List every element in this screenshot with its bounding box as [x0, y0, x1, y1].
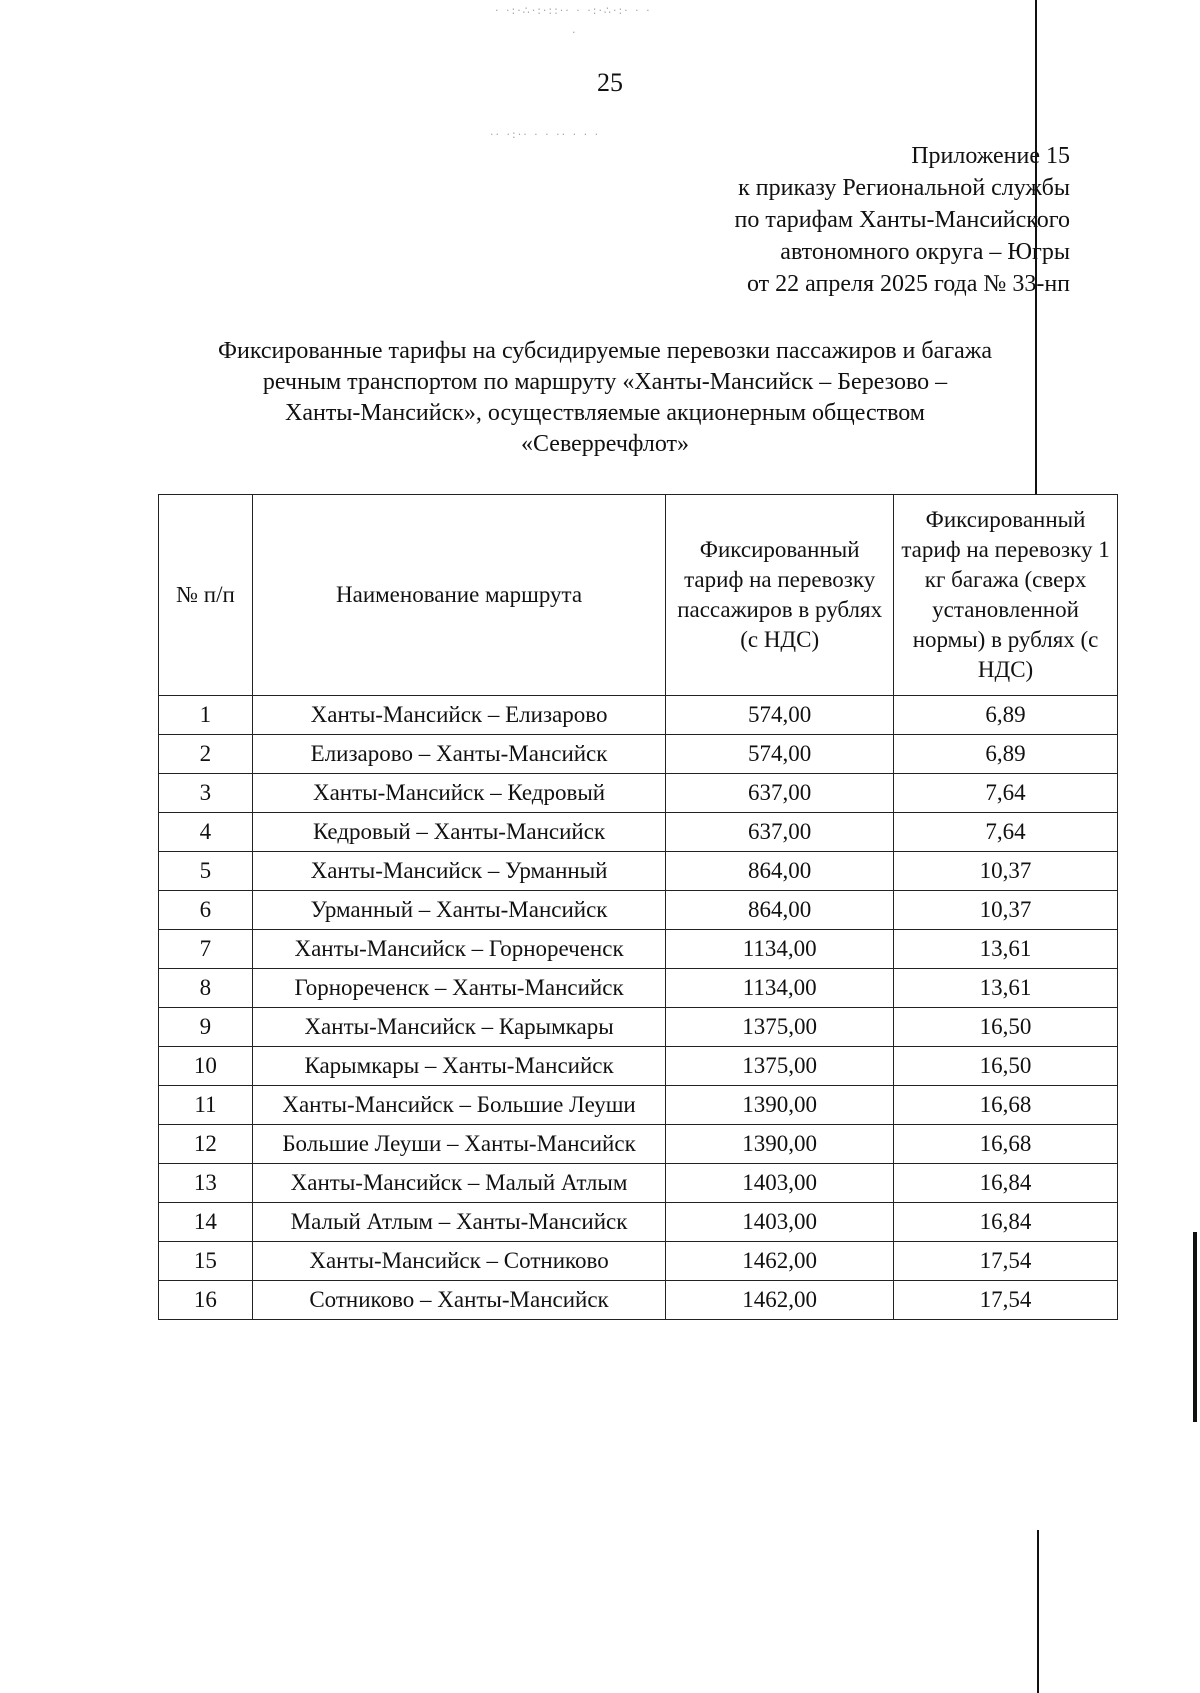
cell-number: 4	[159, 813, 253, 852]
appendix-line: автономного округа – Югры	[780, 239, 1070, 265]
table-row	[159, 813, 1118, 852]
cell-baggage-tariff: 16,68	[894, 1125, 1118, 1164]
cell-route: Ханты-Мансийск – Кедровый	[252, 774, 665, 813]
scan-artifact: · ·:·∴·:·::·· · ·:·∴·:· · ·	[495, 4, 652, 17]
cell-passenger-tariff: 1375,00	[666, 1008, 894, 1047]
cell-route: Кедровый – Ханты-Мансийск	[252, 813, 665, 852]
appendix-line: от 22 апреля 2025 года № 33-нп	[746, 271, 1070, 297]
cell-number: 2	[159, 735, 253, 774]
scan-artifact: ·· ·:·· · · ·· · · ·	[490, 128, 601, 141]
cell-number: 15	[159, 1242, 253, 1281]
cell-passenger-tariff: 1390,00	[666, 1086, 894, 1125]
cell-passenger-tariff: 1375,00	[666, 1047, 894, 1086]
cell-route: Ханты-Мансийск – Большие Леуши	[252, 1086, 665, 1125]
cell-number: 5	[159, 852, 253, 891]
cell-baggage-tariff: 16,68	[894, 1086, 1118, 1125]
cell-baggage-tariff: 17,54	[894, 1281, 1118, 1320]
table-row	[159, 852, 1118, 891]
cell-route: Ханты-Мансийск – Елизарово	[252, 696, 665, 735]
cell-passenger-tariff: 1403,00	[666, 1203, 894, 1242]
cell-route: Елизарово – Ханты-Мансийск	[252, 735, 665, 774]
cell-passenger-tariff: 1462,00	[666, 1281, 894, 1320]
cell-passenger-tariff: 1134,00	[666, 930, 894, 969]
cell-number: 13	[159, 1164, 253, 1203]
cell-baggage-tariff: 13,61	[894, 969, 1118, 1008]
header-passenger-tariff: Фиксированный тариф на перевозку пассажиров в рублях (с НДС)	[666, 495, 894, 696]
appendix-line: к приказу Региональной службы	[738, 175, 1070, 201]
cell-passenger-tariff: 1403,00	[666, 1164, 894, 1203]
cell-route: Горнореченск – Ханты-Мансийск	[252, 969, 665, 1008]
cell-number: 10	[159, 1047, 253, 1086]
appendix-line: по тарифам Ханты-Мансийского	[734, 207, 1070, 233]
cell-route: Ханты-Мансийск – Урманный	[252, 852, 665, 891]
appendix-line: Приложение 15	[911, 143, 1070, 169]
cell-baggage-tariff: 6,89	[894, 735, 1118, 774]
table-row	[159, 1047, 1118, 1086]
cell-baggage-tariff: 10,37	[894, 891, 1118, 930]
header-route: Наименование маршрута	[252, 495, 665, 696]
cell-baggage-tariff: 10,37	[894, 852, 1118, 891]
cell-route: Ханты-Мансийск – Сотниково	[252, 1242, 665, 1281]
title-line: Ханты-Мансийск», осуществляемые акционерным обществом	[284, 400, 925, 426]
table-row	[159, 1164, 1118, 1203]
cell-route: Карымкары – Ханты-Мансийск	[252, 1047, 665, 1086]
cell-number: 6	[159, 891, 253, 930]
table-row	[159, 1281, 1118, 1320]
table-row	[159, 1125, 1118, 1164]
cell-baggage-tariff: 16,84	[894, 1164, 1118, 1203]
scan-line	[1037, 1530, 1039, 1693]
cell-baggage-tariff: 7,64	[894, 774, 1118, 813]
cell-passenger-tariff: 864,00	[666, 852, 894, 891]
document-title	[130, 336, 1080, 460]
cell-baggage-tariff: 16,50	[894, 1047, 1118, 1086]
table-row	[159, 1086, 1118, 1125]
table-row	[159, 696, 1118, 735]
table-header-row	[159, 495, 1118, 696]
cell-passenger-tariff: 637,00	[666, 774, 894, 813]
table-row	[159, 1008, 1118, 1047]
cell-passenger-tariff: 864,00	[666, 891, 894, 930]
cell-baggage-tariff: 6,89	[894, 696, 1118, 735]
header-baggage-tariff: Фиксированный тариф на перевозку 1 кг багажа (сверх установленной нормы) в рублях (с НДС)	[894, 495, 1118, 696]
cell-route: Урманный – Ханты-Мансийск	[252, 891, 665, 930]
cell-route: Сотниково – Ханты-Мансийск	[252, 1281, 665, 1320]
page-number: 25	[597, 68, 623, 97]
appendix-block	[735, 140, 1070, 300]
cell-passenger-tariff: 1462,00	[666, 1242, 894, 1281]
cell-baggage-tariff: 16,84	[894, 1203, 1118, 1242]
cell-number: 8	[159, 969, 253, 1008]
header-number: № п/п	[159, 495, 253, 696]
cell-baggage-tariff: 16,50	[894, 1008, 1118, 1047]
table-row	[159, 1203, 1118, 1242]
title-line: речным транспортом по маршруту «Ханты-Мансийск – Березово –	[262, 369, 948, 395]
cell-number: 12	[159, 1125, 253, 1164]
cell-passenger-tariff: 637,00	[666, 813, 894, 852]
scan-edge-mark	[1193, 1232, 1197, 1422]
cell-number: 9	[159, 1008, 253, 1047]
cell-baggage-tariff: 13,61	[894, 930, 1118, 969]
cell-route: Ханты-Мансийск – Горнореченск	[252, 930, 665, 969]
cell-passenger-tariff: 574,00	[666, 735, 894, 774]
cell-baggage-tariff: 7,64	[894, 813, 1118, 852]
cell-number: 11	[159, 1086, 253, 1125]
table-row	[159, 735, 1118, 774]
table-row	[159, 1242, 1118, 1281]
title-line: «Северречфлот»	[520, 431, 690, 457]
cell-passenger-tariff: 1390,00	[666, 1125, 894, 1164]
cell-route: Большие Леуши – Ханты-Мансийск	[252, 1125, 665, 1164]
cell-baggage-tariff: 17,54	[894, 1242, 1118, 1281]
cell-number: 16	[159, 1281, 253, 1320]
cell-number: 14	[159, 1203, 253, 1242]
tariff-table-body	[159, 696, 1118, 1320]
cell-passenger-tariff: 574,00	[666, 696, 894, 735]
title-line: Фиксированные тарифы на субсидируемые перевозки пассажиров и багажа	[218, 338, 992, 364]
cell-route: Ханты-Мансийск – Карымкары	[252, 1008, 665, 1047]
cell-number: 7	[159, 930, 253, 969]
cell-route: Малый Атлым – Ханты-Мансийск	[252, 1203, 665, 1242]
table-row	[159, 930, 1118, 969]
cell-passenger-tariff: 1134,00	[666, 969, 894, 1008]
cell-number: 1	[159, 696, 253, 735]
tariff-table	[158, 494, 1118, 1320]
cell-number: 3	[159, 774, 253, 813]
table-row	[159, 969, 1118, 1008]
table-row	[159, 774, 1118, 813]
scan-artifact: ·	[572, 26, 578, 39]
table-row	[159, 891, 1118, 930]
cell-route: Ханты-Мансийск – Малый Атлым	[252, 1164, 665, 1203]
